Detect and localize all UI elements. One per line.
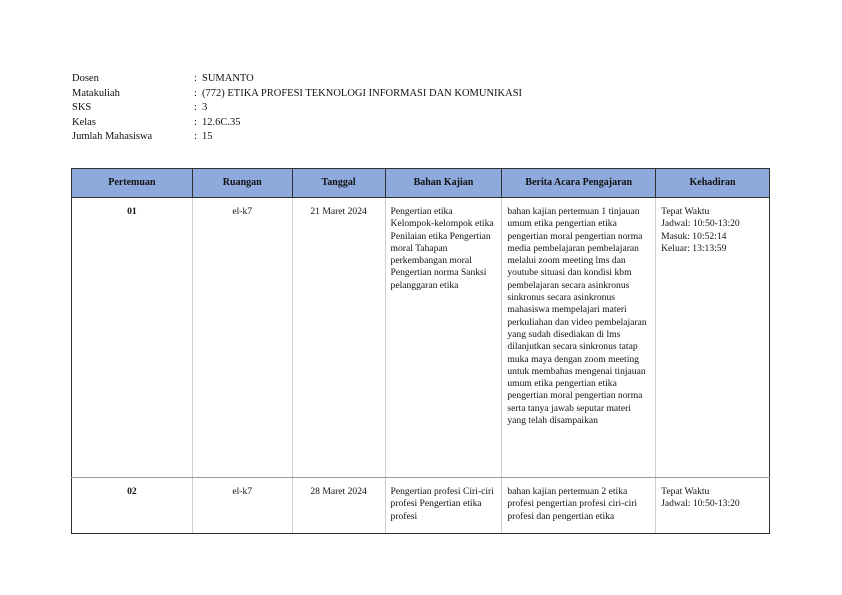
table-row [72, 198, 770, 478]
sks-label: SKS [72, 102, 92, 114]
matakuliah-value: (772) ETIKA PROFESI TEKNOLOGI INFORMASI DAN KOMUNIKASI [202, 87, 523, 99]
colon: : [194, 73, 197, 84]
kehadiran-masuk: Masuk: 10:52:14 [661, 230, 727, 242]
tanggal-cell: 28 Maret 2024 [292, 478, 385, 534]
column-header-berita-acara: Berita Acara Pengajaran [502, 169, 656, 198]
dosen-value: SUMANTO [202, 73, 254, 84]
berita-acara-cell: bahan kajian pertemuan 2 etika profesi pengertian profesi ciri-ciri profesi dan pengertian etika [502, 478, 656, 534]
kehadiran-keluar: Keluar: 13:13:59 [661, 242, 727, 254]
info-row-jumlah [72, 130, 522, 145]
matakuliah-label: Matakuliah [72, 87, 120, 99]
ruangan-cell: el-k7 [192, 198, 292, 478]
ruangan-cell: el-k7 [192, 478, 292, 534]
kehadiran-status: Tepat Waktu [661, 486, 710, 497]
kelas-value: 12.6C.35 [202, 116, 241, 128]
column-header-pertemuan: Pertemuan [72, 169, 193, 198]
colon: : [194, 116, 197, 128]
table-header-row [72, 169, 770, 198]
kehadiran-status: Tepat Waktu [661, 206, 710, 217]
berita-acara-cell: bahan kajian pertemuan 1 tinjauan umum etika pengertian etika pengertian moral pengertian norma media pembelajaran pembelajaran melalui zoom meeting lms dan youtube situasi dan kondisi kbm pembelajaran secara asinkronus sinkronus secara asinkronus mahasiswa mempelajari materi perkuliahan dan video pembelajaran yang sudah disediakan di lms dilanjutkan secara sinkronus tatap muka maya dengan zoom meeting untuk membahas mengenai tinjauan umum etika pengertian etika pengertian moral pengertian norma serta tanya jawab seputar materi yang telah disampaikan [502, 198, 656, 478]
sks-value: 3 [202, 102, 208, 114]
kehadiran-jadwal: Jadwal: 10:50-13:20 [661, 218, 740, 230]
info-row-matakuliah [72, 87, 522, 102]
kelas-label: Kelas [72, 116, 96, 128]
info-row-sks [72, 101, 522, 116]
jumlah-label: Jumlah Mahasiswa [72, 131, 153, 143]
bahan-kajian-cell: Pengertian etika Kelompok-kelompok etika Penilaian etika Pengertian moral Tahapan perkembangan moral Pengertian norma Sanksi pelanggaran etika [385, 198, 502, 478]
jumlah-value: 15 [202, 131, 213, 143]
dosen-label: Dosen [72, 73, 99, 84]
kehadiran-cell [656, 478, 770, 534]
pertemuan-cell: 01 [72, 198, 193, 478]
colon: : [194, 102, 197, 114]
colon: : [194, 87, 197, 99]
attendance-table [71, 168, 770, 534]
bahan-kajian-cell: Pengertian profesi Ciri-ciri profesi Pengertian etika profesi [385, 478, 502, 534]
colon: : [194, 131, 197, 143]
column-header-ruangan: Ruangan [192, 169, 292, 198]
info-row-kelas [72, 116, 522, 131]
column-header-tanggal: Tanggal [292, 169, 385, 198]
column-header-kehadiran: Kehadiran [656, 169, 770, 198]
kehadiran-cell [656, 198, 770, 478]
pertemuan-cell: 02 [72, 478, 193, 534]
kehadiran-jadwal: Jadwal: 10:50-13:20 [661, 498, 740, 510]
tanggal-cell: 21 Maret 2024 [292, 198, 385, 478]
column-header-bahan-kajian: Bahan Kajian [385, 169, 502, 198]
info-row-dosen [72, 72, 522, 87]
table-row [72, 478, 770, 534]
course-info [72, 72, 522, 145]
